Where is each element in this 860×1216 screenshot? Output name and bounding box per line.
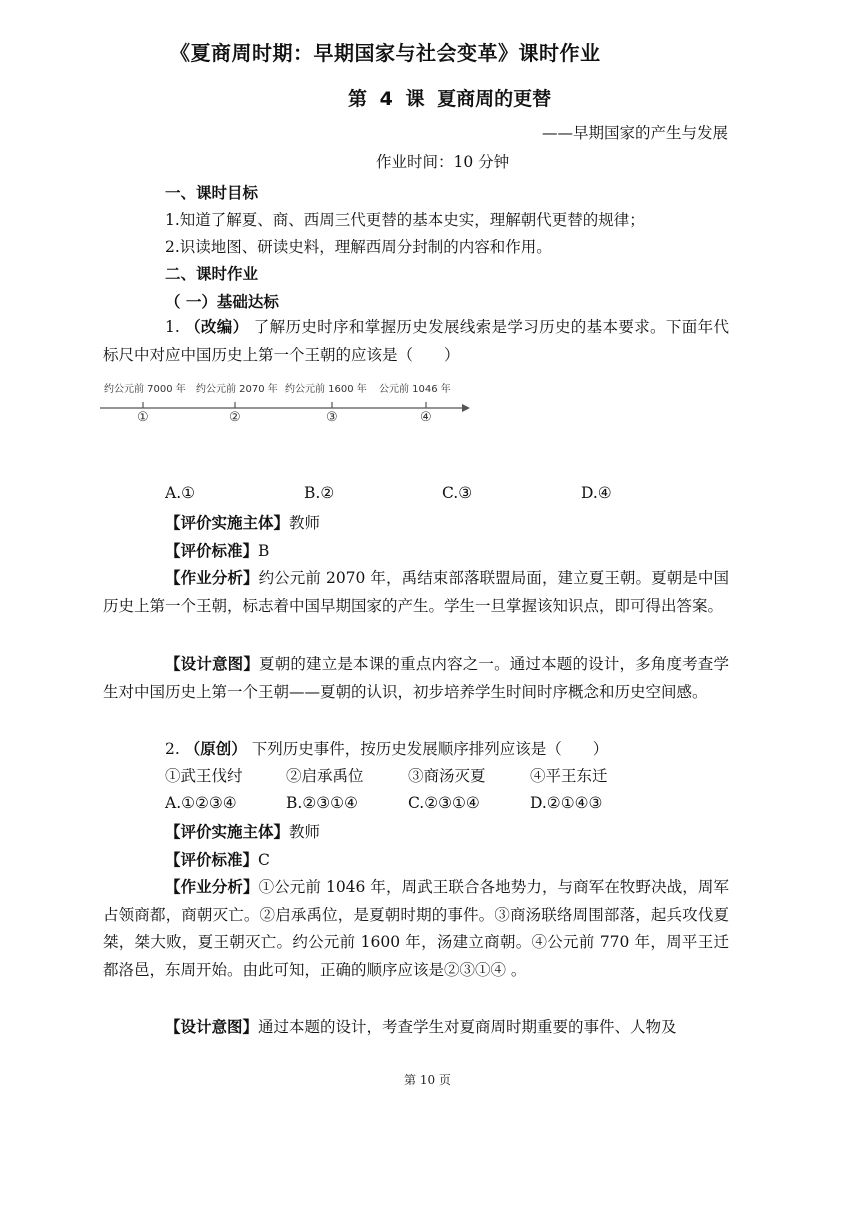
document-title: 《夏商周时期：早期国家与社会变革》课时作业 <box>170 41 601 65</box>
question-number: 1. <box>165 318 180 336</box>
intent-paragraph <box>103 1014 729 1042</box>
intent-text: 通过本题的设计，考查学生对夏商周时期重要的事件、人物及 <box>258 1018 677 1036</box>
eval-subject-value: 教师 <box>289 823 321 841</box>
analysis-paragraph <box>103 874 729 984</box>
timeline-mark: ④ <box>420 410 432 425</box>
analysis-paragraph <box>103 565 729 620</box>
question-tag: （原创） <box>184 740 247 758</box>
eval-subject <box>165 511 320 533</box>
sub-heading-basic: （ 一）基础达标 <box>165 293 279 311</box>
option-b: B.②③①④ <box>286 794 358 812</box>
analysis-text: 约公元前 2070 年，禹结束部落联盟局面，建立夏王朝。夏朝是中国历史上第一个王朝，标志着中国早期国家的产生。学生一旦掌握该知识点，即可得出答案。 <box>103 569 729 615</box>
eval-standard-label: 【评价标准】 <box>165 542 259 560</box>
intent-label: 【设计意图】 <box>165 655 260 673</box>
option-d: D.②①④③ <box>530 794 603 812</box>
question-2-stem <box>165 737 608 759</box>
section-heading-goals: 一、课时目标 <box>165 184 259 202</box>
question-tag: （改编） <box>185 318 249 336</box>
option-c: C.③ <box>442 484 473 502</box>
option-a: A.①②③④ <box>165 794 237 812</box>
timeline-label: 约公元前 7000 年 <box>104 384 186 395</box>
analysis-label: 【作业分析】 <box>165 569 259 587</box>
analysis-label: 【作业分析】 <box>165 878 259 896</box>
question-1-stem <box>103 314 729 369</box>
timeline-mark: ② <box>229 410 241 425</box>
eval-subject <box>165 820 320 842</box>
timeline-ruler <box>100 380 470 440</box>
lesson-title: 第 4 课 夏商周的更替 <box>348 88 552 110</box>
intent-text: 夏朝的建立是本课的重点内容之一。通过本题的设计，多角度考查学生对中国历史上第一个王朝——夏朝的认识，初步培养学生时间时序概念和历史空间感。 <box>103 655 729 701</box>
eval-subject-value: 教师 <box>289 514 321 532</box>
time-note: 作业时间：10 分钟 <box>376 153 510 171</box>
eval-standard-label: 【评价标准】 <box>165 851 259 869</box>
question-number: 2. <box>165 740 180 758</box>
event-item: ②启承禹位 <box>286 767 364 785</box>
eval-standard <box>165 539 269 561</box>
eval-standard <box>165 848 270 870</box>
page-number: 第 10 页 <box>404 1073 451 1087</box>
event-item: ③商汤灭夏 <box>408 767 486 785</box>
goal-item: 1.知道了解夏、商、西周三代更替的基本史实，理解朝代更替的规律； <box>165 211 645 229</box>
eval-subject-label: 【评价实施主体】 <box>165 823 290 841</box>
timeline-label: 约公元前 2070 年 <box>196 384 278 395</box>
timeline-label: 公元前 1046 年 <box>379 384 451 395</box>
analysis-text: ①公元前 1046 年，周武王联合各地势力，与商军在牧野决战，周军占领商都，商朝灭亡。②启承禹位，是夏朝时期的事件。③商汤联络周围部落，起兵攻伐夏桀，桀大败，夏王朝灭亡。约公元前 1600 年，汤建立商朝。④公元前 770 年，周平王迁都洛邑，东周开始。由此可知，正确的顺序应该是②③①④ 。 <box>103 878 729 979</box>
section-heading-homework: 二、课时作业 <box>165 265 259 283</box>
event-item: ④平王东迁 <box>530 767 608 785</box>
timeline-axis <box>100 380 470 440</box>
goal-item: 2.识读地图、研读史料，理解西周分封制的内容和作用。 <box>165 238 552 256</box>
option-b: B.② <box>304 484 335 502</box>
option-d: D.④ <box>581 484 612 502</box>
eval-standard-value: B <box>258 542 270 560</box>
option-a: A.① <box>165 484 196 502</box>
lesson-subtitle: ——早期国家的产生与发展 <box>541 124 728 142</box>
timeline-mark: ① <box>137 410 149 425</box>
question-text: 下列历史事件，按历史发展顺序排列应该是（ ） <box>251 740 609 758</box>
intent-label: 【设计意图】 <box>165 1018 259 1036</box>
eval-subject-label: 【评价实施主体】 <box>165 514 290 532</box>
event-item: ①武王伐纣 <box>165 767 243 785</box>
timeline-mark: ③ <box>326 410 338 425</box>
option-c: C.②③①④ <box>408 794 480 812</box>
eval-standard-value: C <box>258 851 270 869</box>
intent-paragraph <box>103 651 729 706</box>
timeline-label: 约公元前 1600 年 <box>285 384 367 395</box>
question-text: 了解历史时序和掌握历史发展线索是学习历史的基本要求。下面年代标尺中对应中国历史上第一个王朝的应该是（ ） <box>103 318 729 364</box>
